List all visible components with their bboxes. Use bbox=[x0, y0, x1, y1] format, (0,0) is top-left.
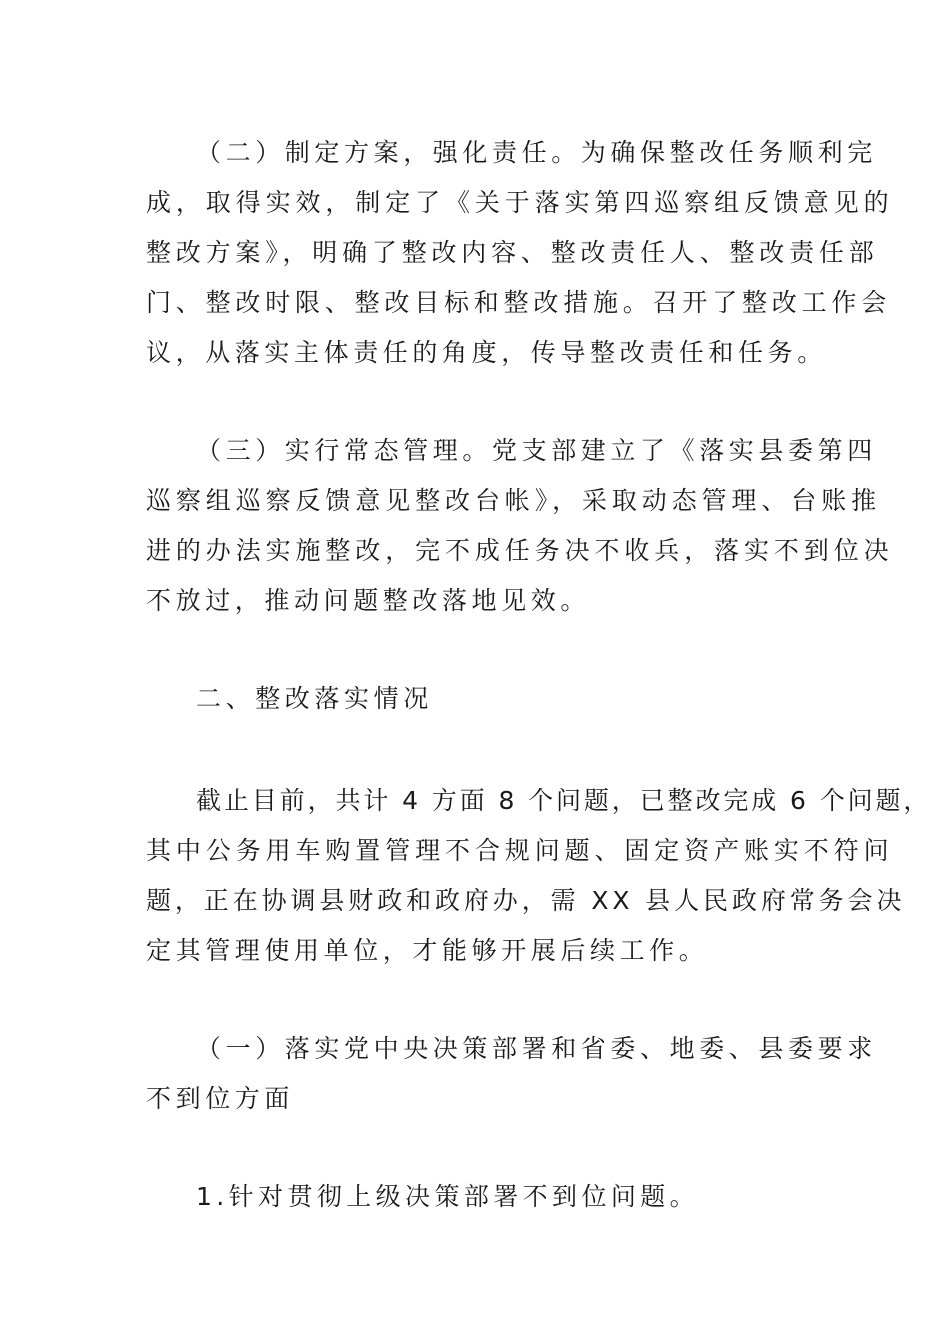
paragraph-line: 进的办法实施整改，完不成任务决不收兵，落实不到位决 bbox=[146, 536, 894, 565]
paragraph-line: 议，从落实主体责任的角度，传导整改责任和任务。 bbox=[146, 338, 827, 367]
paragraph-line: 成，取得实效，制定了《关于落实第四巡察组反馈意见的 bbox=[146, 188, 894, 217]
heading-line: （一）落实党中央决策部署和省委、地委、县委要求 bbox=[196, 1034, 877, 1063]
paragraph-line: 其中公务用车购置管理不合规问题、固定资产账实不符问 bbox=[146, 836, 894, 865]
paragraph-line: 门、整改时限、整改目标和整改措施。召开了整改工作会 bbox=[146, 288, 892, 317]
paragraph-line: （二）制定方案，强化责任。为确保整改任务顺利完 bbox=[196, 138, 877, 167]
paragraph-line: 整改方案》，明确了整改内容、整改责任人、整改责任部 bbox=[146, 238, 879, 267]
paragraph-line: 截止目前，共计 4 方面 8 个问题，已整改完成 6 个问题， bbox=[196, 786, 932, 815]
paragraph-line: 不放过，推动问题整改落地见效。 bbox=[146, 586, 591, 615]
paragraph-line: 题，正在协调县财政和政府办，需 XX 县人民政府常务会决 bbox=[146, 886, 906, 915]
paragraph-line: （三）实行常态管理。党支部建立了《落实县委第四 bbox=[196, 436, 877, 465]
paragraph-line: 巡察组巡察反馈意见整改台帐》，采取动态管理、台账推 bbox=[146, 486, 882, 515]
heading-line: 1.针对贯彻上级决策部署不到位问题。 bbox=[196, 1182, 700, 1211]
paragraph-line: 定其管理使用单位，才能够开展后续工作。 bbox=[146, 936, 709, 965]
heading-line: 不到位方面 bbox=[146, 1084, 295, 1113]
heading-line: 二、整改落实情况 bbox=[196, 684, 433, 713]
